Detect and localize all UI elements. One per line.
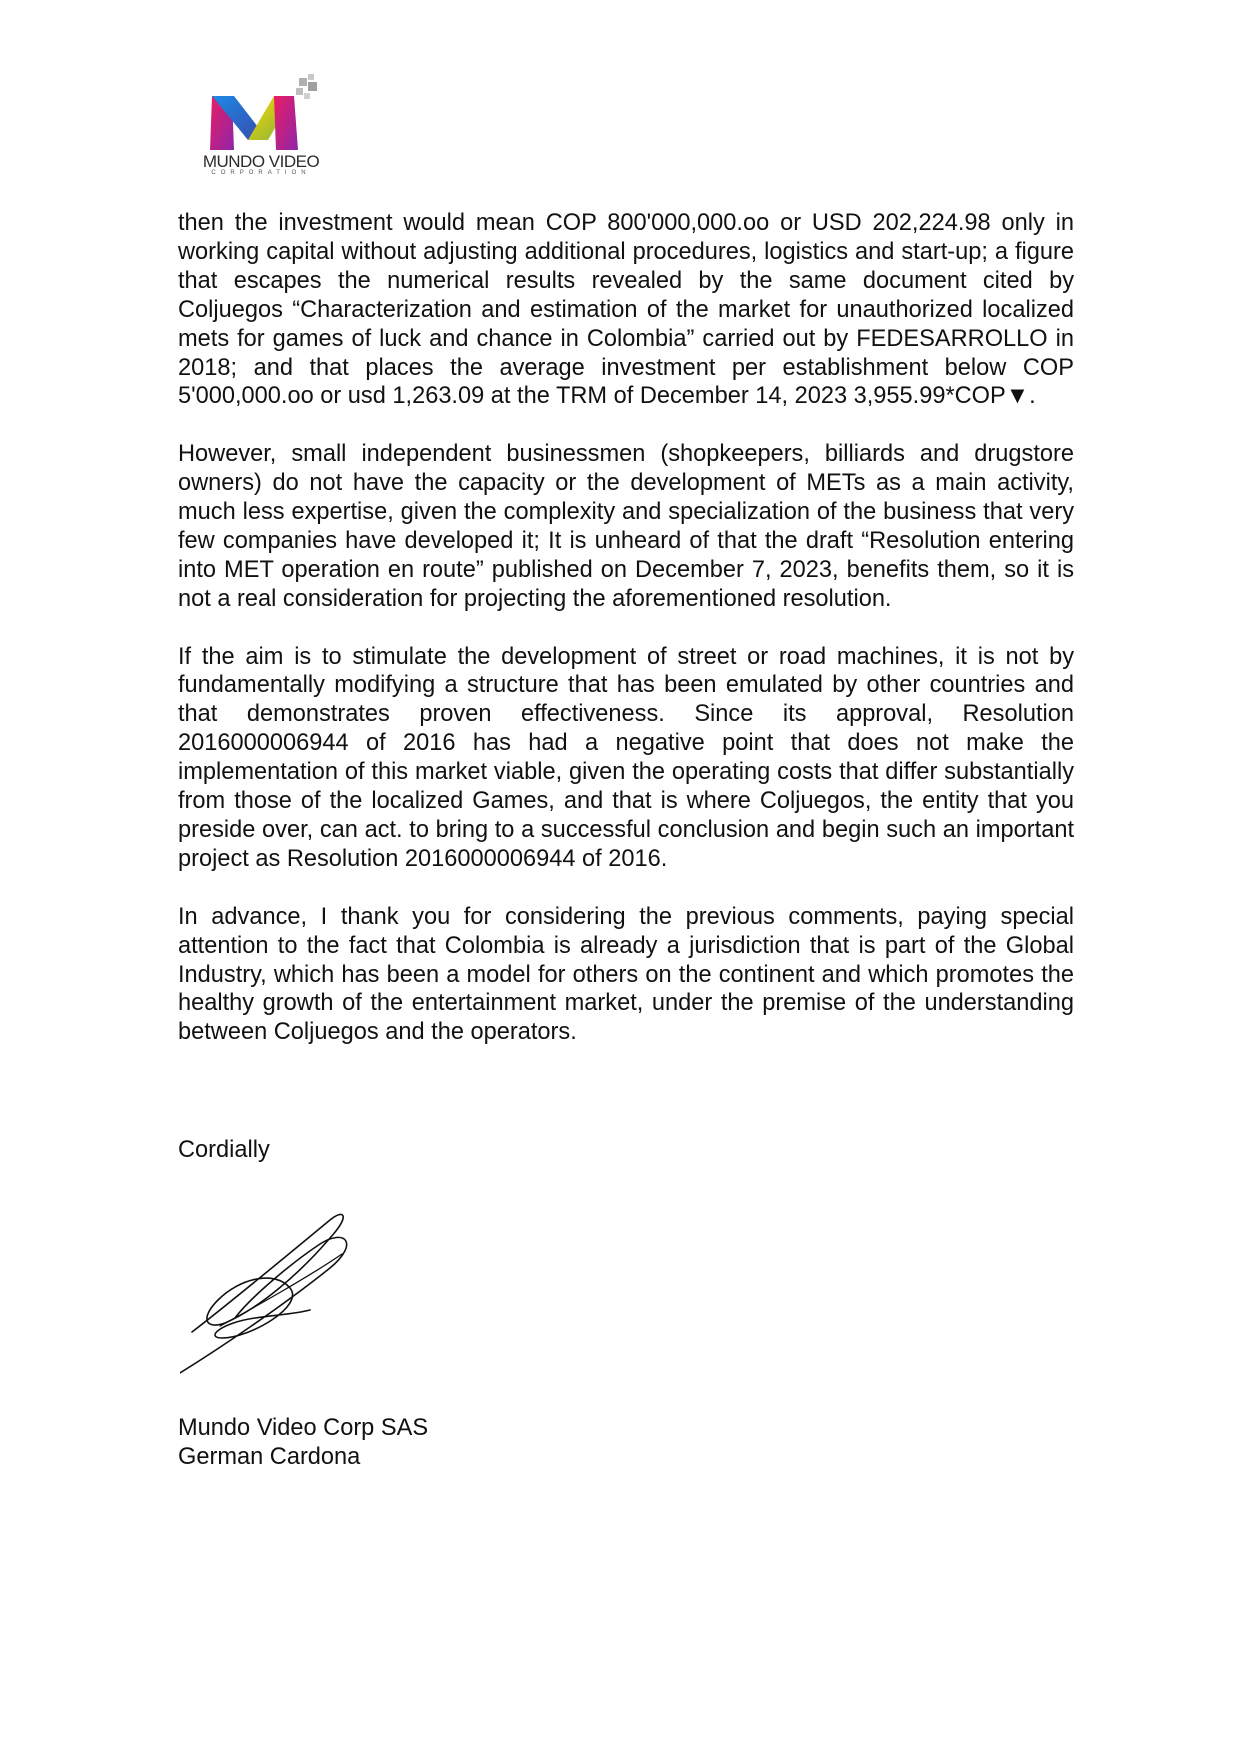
paragraph-3: If the aim is to stimulate the development of street or road machines, it is not by fundamentally modifying a structure that has been emulated by other countries and that demonstrates proven effectiveness. Since its approval, Resolution 2016000006944 of 2016 has had a negative point that does not make the implementation of this market viable, given the operating costs that differ substantially from those of the localized Games, and that is where Coljuegos, the entity that you preside over, can act. to bring to a successful conclusion and begin such an important project as Resolution 2016000006944 of 2016. [178, 643, 1074, 872]
signer-name: German Cardona [178, 1444, 361, 1470]
paragraph-2: However, small independent businessmen (shopkeepers, billiards and drugstore owners) do not have the capacity or the development of METs as a main activity, much less expertise, given the complexity and specialization of the business that very few companies have developed it; It is unheard of that the draft “Resolution entering into MET operation en route” published on December 7, 2023, benefits them, so it is not a real consideration for projecting the aforementioned resolution. [178, 441, 1074, 612]
company-logo [186, 74, 336, 180]
letter-body [178, 209, 1074, 1076]
closing: Cordially [178, 1137, 270, 1163]
paragraph-4: In advance, I thank you for considering the previous comments, paying special attention to the fact that Colombia is already a jurisdiction that is part of the Global Industry, which has been a model for others on the continent and which promotes the healthy growth of the entertainment market, under the premise of the understanding between Coljuegos and the operators. [178, 903, 1074, 1046]
logo-subtitle: CORPORATION [211, 170, 311, 176]
paragraph-1: then the investment would mean COP 800'000,000.oo or USD 202,224.98 only in working capital without adjusting additional procedures, logistics and start-up; a figure that escapes the numerical results revealed by the same document cited by Coljuegos “Characterization and estimation of the market for unauthorized localized mets for games of luck and chance in Colombia” carried out by FEDESARROLLO in 2018; and that places the average investment per establishment below COP 5'000,000.oo or usd 1,263.09 at the TRM of December 14, 2023 3,955.99*COP▼. [178, 210, 1074, 410]
handwritten-signature [180, 1198, 380, 1378]
logo-name: MUNDO VIDEO [202, 152, 320, 171]
signature-block [178, 1414, 428, 1472]
company-name: Mundo Video Corp SAS [178, 1415, 429, 1441]
logo-mark-icon [186, 74, 336, 154]
